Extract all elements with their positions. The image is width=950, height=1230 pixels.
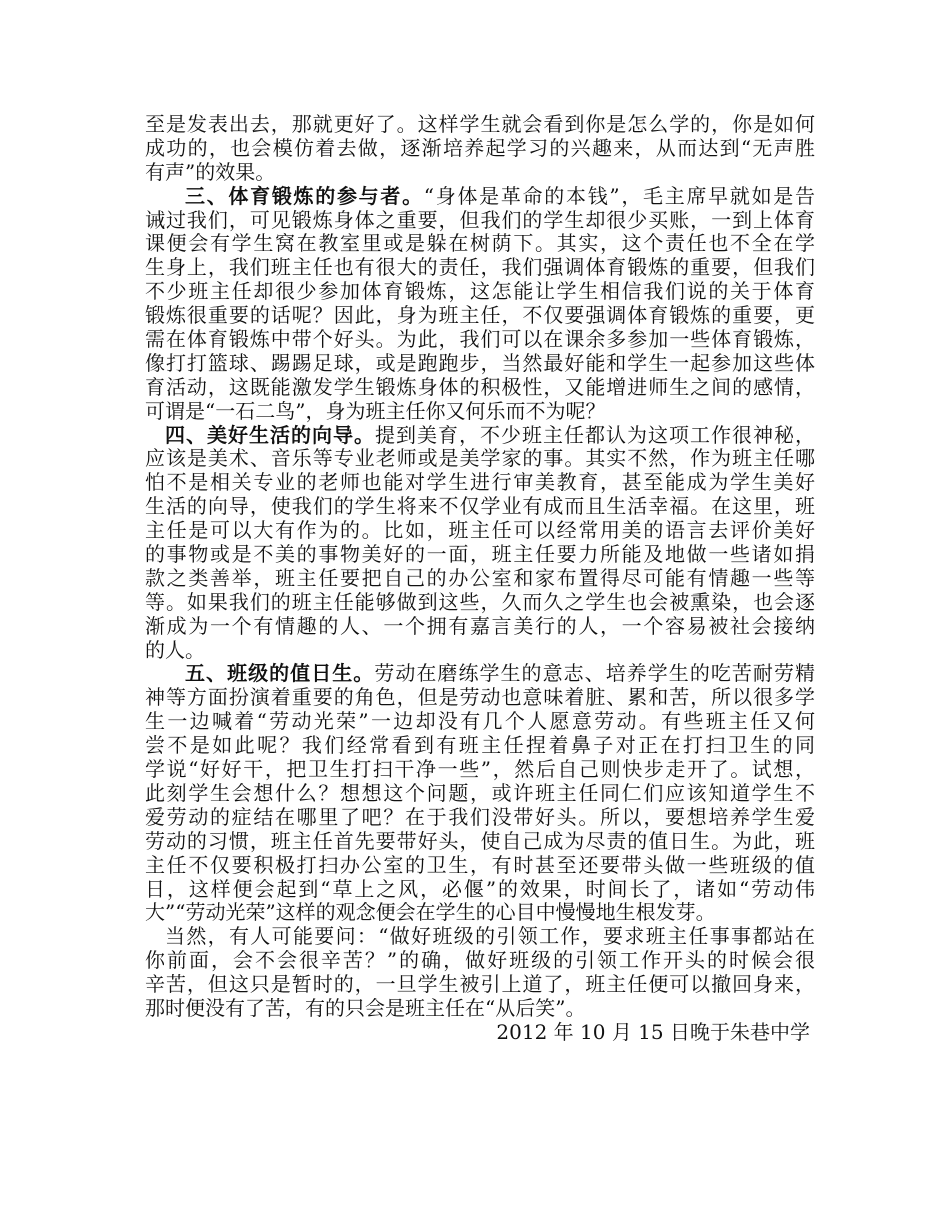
text-line: 锻炼很重要的话呢？因此，身为班主任，不仅要强调体育锻炼的重要，更	[145, 303, 815, 328]
text-line: 爱劳动的症结在哪里了吧？在于我们没带好头。所以，要想培养学生爱	[145, 804, 815, 829]
text-line: 神等方面扮演着重要的角色，但是劳动也意味着脏、累和苦，所以很多学	[145, 685, 815, 710]
paragraph-aesthetics	[145, 424, 815, 663]
text-line: 日，这样便会起到“草上之风，必偃”的效果，时间长了，诸如“劳动伟	[145, 876, 815, 901]
text-line: 有声”的效果。	[145, 159, 276, 184]
text-line: 你前面，会不会很辛苦？”的确，做好班级的引领工作开头的时候会很	[145, 948, 815, 973]
section-heading: 四、美好生活的向导。	[165, 422, 375, 447]
text-line	[145, 424, 815, 448]
text-line: 的人。	[145, 637, 205, 662]
text-run: 提到美育，不少班主任都认为这项工作很神秘，	[375, 422, 815, 447]
paragraph-conclusion	[145, 925, 815, 1021]
text-line: 成功的，也会模仿着去做，逐渐培养起学习的兴趣来，从而达到“无声胜	[145, 135, 815, 160]
text-line	[145, 185, 815, 209]
text-line: 诫过我们，可见锻炼身体之重要，但我们的学生却很少买账，一到上体育	[145, 207, 815, 232]
text-line: 生一边喊着“劳动光荣”一边却没有几个人愿意劳动。有些班主任又何	[145, 709, 815, 734]
text-line: 像打打篮球、踢踢足球，或是跑跑步，当然最好能和学生一起参加这些体	[145, 350, 815, 375]
text-line: 生活的向导，使我们的学生将来不仅学业有成而且生活幸福。在这里，班	[145, 494, 815, 519]
section-heading: 三、体育锻炼的参与者。	[185, 183, 424, 208]
text-run: “身体是革命的本钱”，毛主席早就如是告	[423, 183, 815, 208]
text-line: 不少班主任却很少参加体育锻炼，这怎能让学生相信我们说的关于体育	[145, 279, 815, 304]
text-run: 劳动在磨练学生的意志、培养学生的吃苦耐劳精	[374, 661, 816, 686]
text-line: 可谓是“一石二鸟”，身为班主任你又何乐而不为呢？	[145, 398, 606, 423]
text-line: 主任不仅要积极打扫办公室的卫生，有时甚至还要带头做一些班级的值	[145, 852, 815, 877]
signature-date-place: 2012 年 10 月 15 日晚于朱巷中学	[496, 1019, 810, 1044]
document-body	[145, 113, 815, 1045]
text-line: 款之类善举，班主任要把自己的办公室和家布置得尽可能有情趣一些等	[145, 565, 815, 590]
text-line: 怕不是相关专业的老师也能对学生进行审美教育，甚至能成为学生美好	[145, 470, 815, 495]
text-line: 此刻学生会想什么？想想这个问题，或许班主任同仁们应该知道学生不	[145, 780, 815, 805]
text-line: 至是发表出去，那就更好了。这样学生就会看到你是怎么学的，你是如何	[145, 112, 815, 136]
paragraph-duty	[145, 662, 815, 925]
paragraph-sports	[145, 185, 815, 424]
text-line: 需在体育锻炼中带个好头。为此，我们可以在课余多参加一些体育锻炼，	[145, 327, 815, 352]
text-line: 渐成为一个有情趣的人、一个拥有嘉言美行的人，一个容易被社会接纳	[145, 613, 815, 638]
text-line: 辛苦，但这只是暂时的，一旦学生被引上道了，班主任便可以撤回身来，	[145, 972, 815, 997]
text-line: 应该是美术、音乐等专业老师或是美学家的事。其实不然，作为班主任哪	[145, 446, 815, 471]
text-line: 的事物或是不美的事物美好的一面，班主任要力所能及地做一些诸如捐	[145, 542, 815, 567]
text-line: 课便会有学生窝在教室里或是躲在树荫下。其实，这个责任也不全在学	[145, 231, 815, 256]
text-line: 大”“劳动光荣”这样的观念便会在学生的心目中慢慢地生根发芽。	[145, 900, 716, 925]
text-line: 当然，有人可能要问：“做好班级的引领工作，要求班主任事事都站在	[165, 924, 815, 949]
text-line: 主任是可以大有作为的。比如，班主任可以经常用美的语言去评价美好	[145, 518, 815, 543]
text-line: 劳动的习惯，班主任首先要带好头，使自己成为尽责的值日生。为此，班	[145, 828, 815, 853]
text-line	[145, 662, 815, 686]
text-line: 生身上，我们班主任也有很大的责任，我们强调体育锻炼的重要，但我们	[145, 255, 815, 280]
section-heading: 五、班级的值日生。	[185, 661, 375, 686]
text-line: 那时便没有了苦，有的只会是班主任在“从后笑”。	[145, 995, 586, 1020]
paragraph-continuation	[145, 113, 815, 185]
text-line: 尝不是如此呢？我们经常看到有班主任捏着鼻子对正在打扫卫生的同	[145, 733, 815, 758]
text-line: 等。如果我们的班主任能够做到这些，久而久之学生也会被熏染，也会逐	[145, 589, 815, 614]
text-line: 育活动，这既能激发学生锻炼身体的积极性，又能增进师生之间的感情，	[145, 374, 815, 399]
text-line: 学说“好好干，把卫生打扫干净一些”，然后自己则快步走开了。试想，	[145, 757, 815, 782]
